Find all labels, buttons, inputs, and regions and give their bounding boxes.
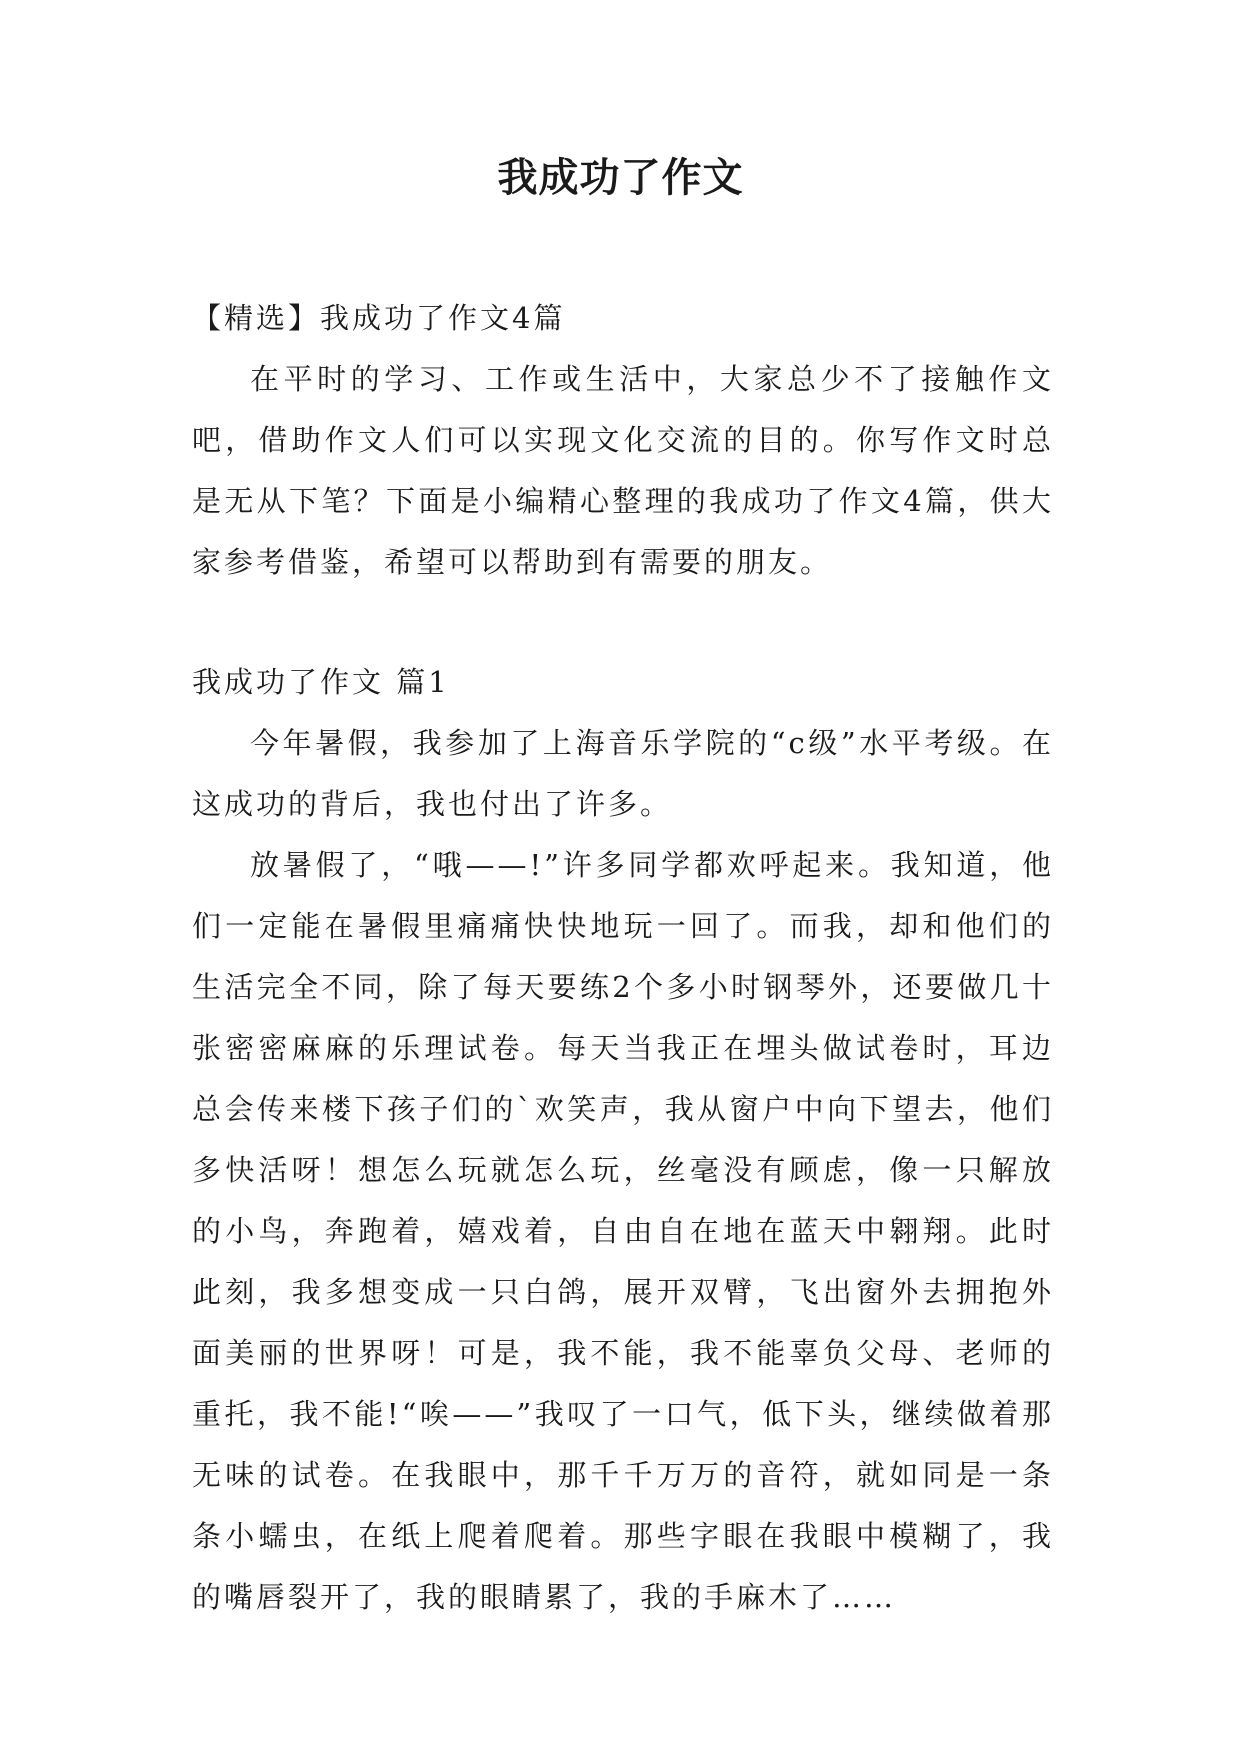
body-paragraph: 放暑假了，“哦——!”许多同学都欢呼起来。我知道，他们一定能在暑假里痛痛快快地玩一回了。而我，却和他们的生活完全不同，除了每天要练2个多小时钢琴外，还要做几十张密密麻麻的乐理试卷。每天当我正在埋头做试卷时，耳边总会传来楼下孩子们的`欢笑声，我从窗户中向下望去，他们多快活呀！想怎么玩就怎么玩，丝毫没有顾虑，像一只解放的小鸟，奔跑着，嬉戏着，自由自在地在蓝天中翱翔。此时此刻，我多想变成一只白鸽，展开双臂，飞出窗外去拥抱外面美丽的世界呀！可是，我不能，我不能辜负父母、老师的重托，我不能!“唉——”我叹了一口气，低下头，继续做着那无味的试卷。在我眼中，那千千万万的音符，就如同是一条条小蠕虫，在纸上爬着爬着。那些字眼在我眼中模糊了，我的嘴唇裂开了，我的眼睛累了，我的手麻木了…… [192, 848, 1054, 1614]
intro-paragraph: 在平时的学习、工作或生活中，大家总少不了接触作文吧，借助作文人们可以实现文化交流的目的。你写作文时总是无从下笔？下面是小编精心整理的我成功了作文4篇，供大家参考借鉴，希望可以帮助到有需要的朋友。 [192, 362, 1054, 579]
body-paragraph: 今年暑假，我参加了上海音乐学院的“c级”水平考级。在这成功的背后，我也付出了许多。 [192, 726, 1054, 821]
document-title: 我成功了作文 [497, 154, 744, 201]
document-body [192, 288, 1054, 1628]
section-spacer [192, 593, 1054, 652]
section-heading: 我成功了作文 篇1 [192, 665, 450, 699]
document-subtitle: 【精选】我成功了作文4篇 [192, 301, 566, 335]
